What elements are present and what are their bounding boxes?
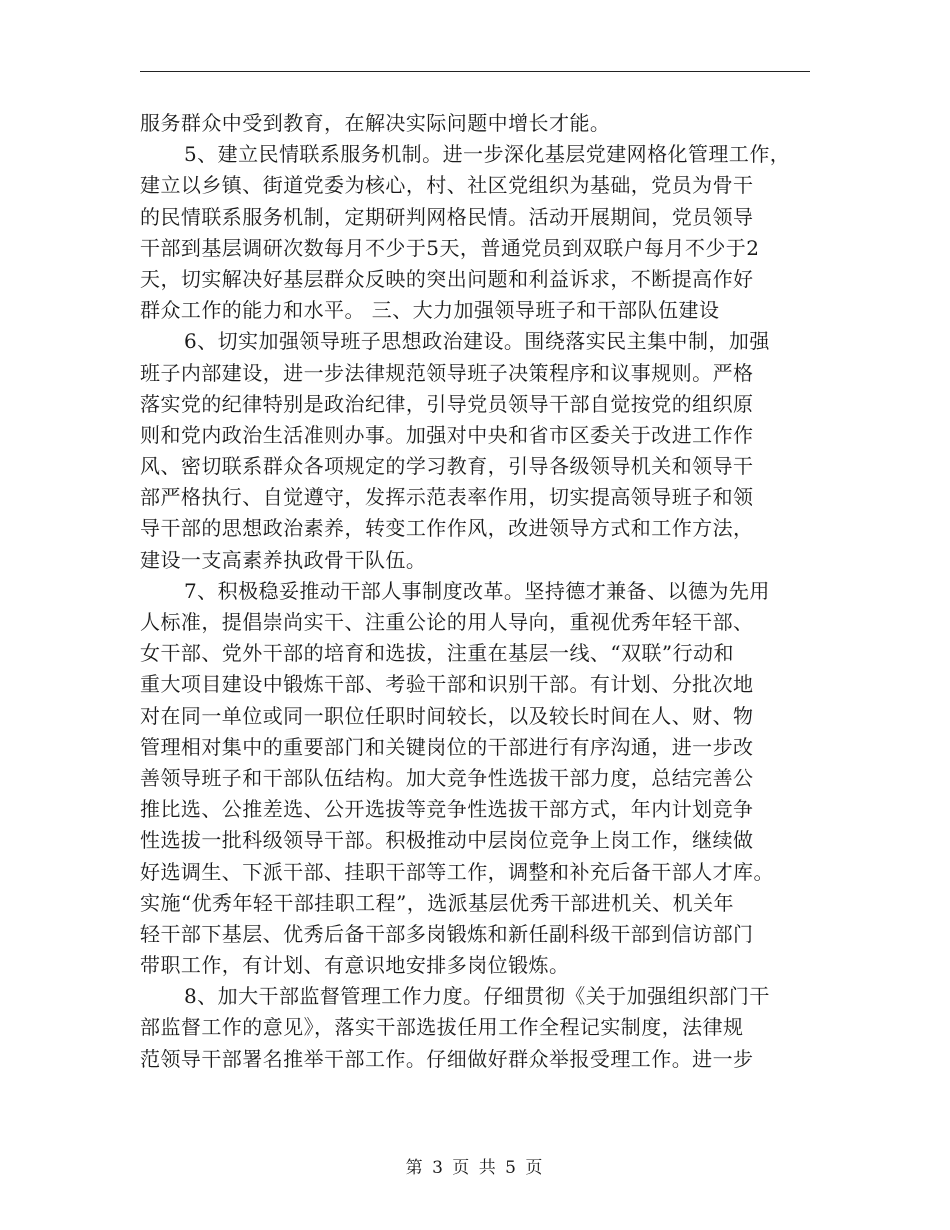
text-line: 导干部的思想政治素养，转变工作作风，改进领导方式和工作方法， (140, 516, 754, 541)
text-line: 轻干部下基层、优秀后备干部多岗锻炼和新任副科级干部到信访部门 (140, 921, 754, 946)
text-line: 范领导干部署名推举干部工作。仔细做好群众举报受理工作。进一步 (140, 1046, 754, 1071)
text-line: 实施“优秀年轻干部挂职工程”，选派基层优秀干部进机关、机关年 (140, 890, 734, 915)
text-line: 带职工作，有计划、有意识地安排多岗位锻炼。 (140, 953, 570, 978)
text-line: 群众工作的能力和水平。 三、大力加强领导班子和干部队伍建设 (140, 298, 720, 323)
text-line: 建设一支高素养执政骨干队伍。 (140, 547, 427, 572)
text-line: 风、密切联系群众各项规定的学习教育，引导各级领导机关和领导干 (140, 454, 754, 479)
text-line: 部严格执行、自觉遵守，发挥示范表率作用，切实提高领导班子和领 (140, 485, 754, 510)
header-rule (140, 71, 810, 72)
text-line: 则和党内政治生活准则办事。加强对中央和省市区委关于改进工作作 (140, 422, 754, 447)
text-line: 管理相对集中的重要部门和关键岗位的干部进行有序沟通，进一步改 (140, 734, 754, 759)
document-body (140, 108, 810, 1075)
text-line: 的民情联系服务机制，定期研判网格民情。活动开展期间，党员领导 (140, 204, 754, 229)
text-line: 善领导班子和干部队伍结构。加大竞争性选拔干部力度，总结完善公 (140, 765, 754, 790)
text-line: 6、切实加强领导班子思想政治建设。围绕落实民主集中制，加强 (184, 329, 770, 354)
text-line: 8、加大干部监督管理工作力度。仔细贯彻《关于加强组织部门干 (184, 984, 770, 1009)
text-line: 对在同一单位或同一职位任职时间较长，以及较长时间在人、财、物 (140, 703, 754, 728)
text-line: 建立以乡镇、街道党委为核心，村、社区党组织为基础，党员为骨干 (140, 173, 754, 198)
text-line: 5、建立民情联系服务机制。进一步深化基层党建网格化管理工作， (184, 142, 791, 167)
text-line: 女干部、党外干部的培育和选拔，注重在基层一线、“双联”行动和 (140, 641, 734, 666)
text-line: 好选调生、下派干部、挂职干部等工作，调整和补充后备干部人才库。 (140, 859, 774, 884)
text-line: 落实党的纪律特别是政治纪律，引导党员领导干部自觉按党的组织原 (140, 391, 754, 416)
text-line: 人标准，提倡崇尚实干、注重公论的用人导向，重视优秀年轻干部、 (140, 610, 754, 634)
text-line: 服务群众中受到教育，在解决实际问题中增长才能。 (140, 111, 611, 135)
text-line: 班子内部建设，进一步法律规范领导班子决策程序和议事规则。严格 (140, 360, 754, 385)
text-line: 性选拔一批科级领导干部。积极推动中层岗位竞争上岗工作，继续做 (140, 828, 754, 853)
text-line: 干部到基层调研次数每月不少于5天，普通党员到双联户每月不少于2 (140, 235, 760, 260)
text-line: 重大项目建设中锻炼干部、考验干部和识别干部。有计划、分批次地 (140, 672, 754, 697)
text-line: 天，切实解决好基层群众反映的突出问题和利益诉求，不断提高作好 (140, 266, 754, 291)
text-line: 推比选、公推差选、公开选拔等竞争性选拔干部方式，年内计划竞争 (140, 797, 754, 822)
page-footer: 第 3 页 共 5 页 (405, 1158, 545, 1178)
text-line: 部监督工作的意见》，落实干部选拔任用工作全程记实制度，法律规 (140, 1015, 744, 1040)
text-line: 7、积极稳妥推动干部人事制度改革。坚持德才兼备、以德为先用 (184, 578, 770, 603)
